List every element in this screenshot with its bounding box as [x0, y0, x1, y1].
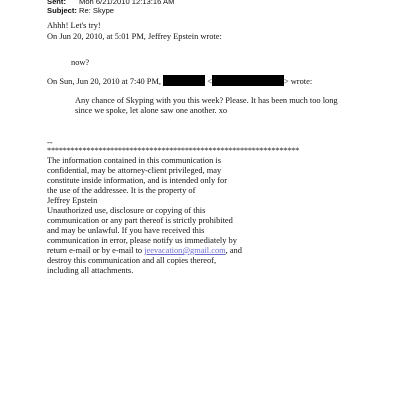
email-prefix: return e-mail or by e-mail to	[47, 246, 145, 255]
redaction-box	[212, 75, 284, 86]
quote2-line2: since we spoke, let alone saw one another. xo	[75, 106, 228, 115]
quote2-line1: Any chance of Skyping with you this week? Please. It has been much too long	[75, 96, 338, 105]
disclaimer-line: including all attachments.	[47, 266, 134, 275]
disclaimer-line: confidential, may be attorney-client privileged, may	[47, 166, 222, 175]
sent-value: Mon 6/21/2010 12:13:16 AM	[79, 0, 175, 6]
disclaimer-line: communication in error, please notify us immediately by	[47, 236, 237, 245]
subject-value: Re: Skype	[79, 6, 115, 15]
subject-label: Subject:	[47, 6, 77, 15]
quote2-prefix: On Sun, Jun 20, 2010 at 7:40 PM,	[47, 77, 162, 86]
subject-row	[47, 6, 114, 16]
signature-dashes: --	[47, 138, 53, 147]
disclaimer-line: Unauthorized use, disclosure or copying of this	[47, 206, 206, 215]
disclaimer-line: constitute inside information, and is intended only for	[47, 176, 228, 185]
disclaimer-line: Jeffrey Epstein	[47, 196, 98, 205]
disclaimer-line: and may be unlawful. If you have received this	[47, 226, 205, 235]
sent-label: Sent:	[47, 0, 66, 6]
stars-separator: ****************************************************************	[47, 146, 299, 155]
quote2-lt: <	[207, 77, 212, 86]
quote2-header	[47, 75, 312, 87]
disclaimer-line: communication or any part thereof is strictly prohibited	[47, 216, 233, 225]
quote2-suffix: > wrote:	[283, 77, 313, 86]
disclaimer-line: The information contained in this communication is	[47, 156, 221, 165]
email-suffix: , and	[225, 246, 242, 255]
quote1-header: On Jun 20, 2010, at 5:01 PM, Jeffrey Epstein wrote:	[47, 32, 222, 41]
reply-text: Ahhh! Let's try!	[47, 21, 101, 30]
disclaimer-line	[47, 246, 242, 256]
disclaimer-line: destroy this communication and all copies thereof,	[47, 256, 217, 265]
disclaimer-line: the use of the addressee. It is the property of	[47, 186, 196, 195]
email-link[interactable]: jeevacation@gmail.com	[144, 246, 226, 255]
quote1-text: now?	[71, 58, 90, 67]
redaction-box	[163, 75, 205, 86]
